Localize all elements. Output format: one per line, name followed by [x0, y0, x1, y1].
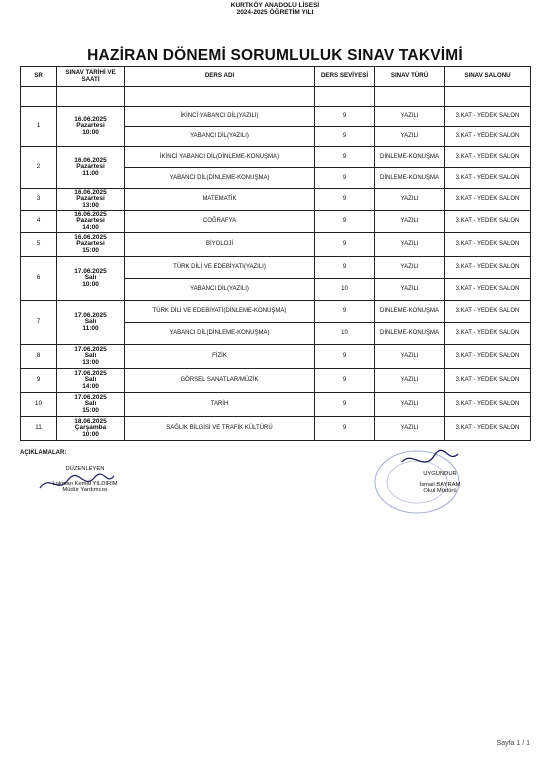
room-cell: 3.KAT - YEDEK SALON [445, 257, 531, 279]
date-cell: 17.06.2025 Salı 13:00 [57, 345, 125, 369]
course-cell: TÜRK DİLİ VE EDEBİYATI(DİNLEME-KONUŞMA) [125, 301, 315, 323]
exam-schedule-table [20, 66, 531, 441]
level-cell: 9 [315, 369, 375, 393]
left-signature [40, 466, 130, 494]
table-row [21, 393, 531, 417]
sr-cell: 10 [21, 393, 57, 417]
type-cell: DİNLEME-KONUŞMA [375, 168, 445, 189]
date-cell: 17.06.2025 Salı 14:00 [57, 369, 125, 393]
room-cell: 3.KAT - YEDEK SALON [445, 189, 531, 211]
header-type: SINAV TÜRÜ [375, 67, 445, 87]
type-cell: YAZILI [375, 257, 445, 279]
table-row [21, 369, 531, 393]
level-cell: 10 [315, 323, 375, 345]
type-cell: DİNLEME-KONUŞMA [375, 147, 445, 168]
school-name: KURTKÖY ANADOLU LİSESİ [230, 2, 320, 9]
table-row [21, 301, 531, 323]
table-header-row [21, 67, 531, 87]
type-cell: YAZILI [375, 233, 445, 257]
table-row [21, 257, 531, 279]
header-date: SINAV TARİHİ VE SAATİ [57, 67, 125, 87]
course-cell: İKİNCİ YABANCI DİL(DİNLEME-KONUŞMA) [125, 147, 315, 168]
table-row [21, 107, 531, 127]
type-cell: YAZILI [375, 107, 445, 127]
table-row [21, 189, 531, 211]
date-cell: 16.06.2025 Pazartesi 11:00 [57, 147, 125, 189]
room-cell: 3.KAT - YEDEK SALON [445, 107, 531, 127]
date-cell: 18.06.2025 Çarşamba 10:00 [57, 417, 125, 441]
sr-cell: 11 [21, 417, 57, 441]
right-signature [404, 471, 476, 495]
level-cell: 9 [315, 168, 375, 189]
school-year: 2024-2025 ÖĞRETİM YILI [236, 9, 314, 16]
room-cell: 3.KAT - YEDEK SALON [445, 369, 531, 393]
sr-cell: 7 [21, 301, 57, 345]
date-cell: 16.06.2025 Pazartesi 15:00 [57, 233, 125, 257]
course-cell: YABANCI DİL(YAZILI) [125, 279, 315, 301]
course-cell: MATEMATİK [125, 189, 315, 211]
sr-cell: 1 [21, 107, 57, 147]
left-signature-name: Lokman Kemal YILDIRIM [52, 480, 118, 487]
course-cell: GÖRSEL SANATLAR/MÜZİK [125, 369, 315, 393]
type-cell: YAZILI [375, 189, 445, 211]
header-level: DERS SEVİYESİ [315, 67, 375, 87]
sr-cell: 4 [21, 211, 57, 233]
course-cell: YABANCI DİL(DİNLEME-KONUŞMA) [125, 168, 315, 189]
sr-cell: 9 [21, 369, 57, 393]
course-cell: İKİNCİ YABANCI DİL(YAZILI) [125, 107, 315, 127]
level-cell: 9 [315, 417, 375, 441]
notes-title: AÇIKLAMALAR: [20, 450, 67, 456]
type-cell: YAZILI [375, 369, 445, 393]
type-cell: YAZILI [375, 345, 445, 369]
course-cell: FİZİK [125, 345, 315, 369]
right-signature-name: İsmail BAYRAM [419, 481, 461, 488]
header-sr: SR [21, 67, 57, 87]
right-signature-label: UYGUNDUR [423, 471, 457, 477]
course-cell: YABANCI DİL(DİNLEME-KONUŞMA) [125, 323, 315, 345]
room-cell: 3.KAT - YEDEK SALON [445, 211, 531, 233]
room-cell: 3.KAT - YEDEK SALON [445, 323, 531, 345]
date-cell: 17.06.2025 Salı 15:00 [57, 393, 125, 417]
level-cell: 10 [315, 279, 375, 301]
type-cell: YAZILI [375, 417, 445, 441]
level-cell: 9 [315, 147, 375, 168]
course-cell: TÜRK DİLİ VE EDEBİYATI(YAZILI) [125, 257, 315, 279]
date-cell: 16.06.2025 Pazartesi 14:00 [57, 211, 125, 233]
level-cell: 9 [315, 189, 375, 211]
type-cell: DİNLEME-KONUŞMA [375, 301, 445, 323]
course-cell: YABANCI DİL(YAZILI) [125, 127, 315, 147]
room-cell: 3.KAT - YEDEK SALON [445, 147, 531, 168]
table-row [21, 417, 531, 441]
sr-cell: 8 [21, 345, 57, 369]
sr-cell: 6 [21, 257, 57, 301]
left-signature-label: DÜZENLEYEN [65, 466, 105, 472]
table-row [21, 211, 531, 233]
header-room: SINAV SALONU [445, 67, 531, 87]
level-cell: 9 [315, 345, 375, 369]
type-cell: YAZILI [375, 279, 445, 301]
room-cell: 3.KAT - YEDEK SALON [445, 127, 531, 147]
course-cell: TARİH [125, 393, 315, 417]
type-cell: DİNLEME-KONUŞMA [375, 323, 445, 345]
room-cell: 3.KAT - YEDEK SALON [445, 168, 531, 189]
type-cell: YAZILI [375, 393, 445, 417]
room-cell: 3.KAT - YEDEK SALON [445, 345, 531, 369]
sr-cell: 3 [21, 189, 57, 211]
room-cell: 3.KAT - YEDEK SALON [445, 301, 531, 323]
room-cell: 3.KAT - YEDEK SALON [445, 279, 531, 301]
course-cell: BİYOLOJİ [125, 233, 315, 257]
school-header [0, 2, 550, 16]
level-cell: 9 [315, 211, 375, 233]
course-cell: SAĞLIK BİLGİSİ VE TRAFİK KÜLTÜRÜ [125, 417, 315, 441]
sr-cell: 5 [21, 233, 57, 257]
table-row [21, 233, 531, 257]
level-cell: 9 [315, 257, 375, 279]
date-cell: 16.06.2025 Pazartesi 13:00 [57, 189, 125, 211]
level-cell: 9 [315, 107, 375, 127]
left-signature-role: Müdür Yardımcısı [62, 487, 108, 493]
date-cell: 17.06.2025 Salı 10:00 [57, 257, 125, 301]
level-cell: 9 [315, 301, 375, 323]
level-cell: 9 [315, 393, 375, 417]
table-row [21, 345, 531, 369]
table-row [21, 147, 531, 168]
spacer-row [21, 87, 531, 107]
room-cell: 3.KAT - YEDEK SALON [445, 393, 531, 417]
header-course: DERS ADI [125, 67, 315, 87]
room-cell: 3.KAT - YEDEK SALON [445, 233, 531, 257]
level-cell: 9 [315, 127, 375, 147]
sr-cell: 2 [21, 147, 57, 189]
date-cell: 17.06.2025 Salı 11:00 [57, 301, 125, 345]
type-cell: YAZILI [375, 211, 445, 233]
type-cell: YAZILI [375, 127, 445, 147]
page-title: HAZİRAN DÖNEMİ SORUMLULUK SINAV TAKVİMİ [87, 47, 463, 64]
right-signature-role: Okul Müdürü [423, 488, 457, 494]
date-cell: 16.06.2025 Pazartesi 10:00 [57, 107, 125, 147]
room-cell: 3.KAT - YEDEK SALON [445, 417, 531, 441]
page-number: Sayfa 1 / 1 [496, 740, 530, 747]
course-cell: COĞRAFYA [125, 211, 315, 233]
level-cell: 9 [315, 233, 375, 257]
